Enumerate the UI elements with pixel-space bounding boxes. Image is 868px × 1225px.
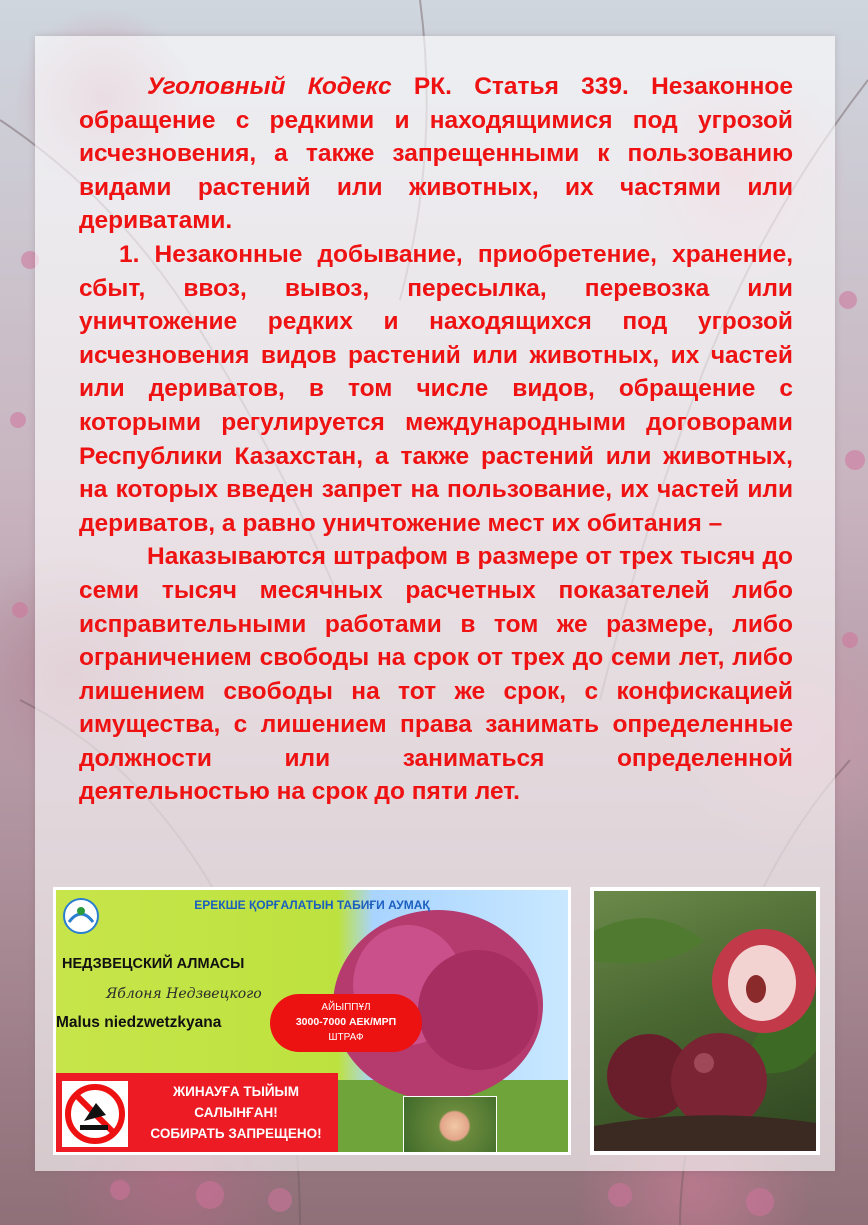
code-title: Уголовный Кодекс <box>147 73 392 100</box>
article-heading-rest: РК. Статья 339. Незаконное обращение с редкими и находящимися под угрозой исчезновения, а также запрещенными к пользованию видами растений или животных, их частями или дериватами. <box>79 73 793 235</box>
fine-label-kz: АЙЫППҰЛ <box>321 1002 371 1013</box>
article-paragraph-1: 1. Незаконные добывание, приобретение, хранение, сбыт, ввоз, вывоз, пересылка, перевозка или уничтожение редких и находящихся под угрозой исчезновения видов растений или животных, их частей или дериватов, в том числе видов, обращение с которыми регулируется международными договорами Республики Казахстан, а также растений или животных, на которых введен запрет на пользование, их частей или дериватов, а равно уничтожение мест их обитания – <box>79 240 793 537</box>
article-paragraph-2: Наказываются штрафом в размере от трех тысяч до семи тысяч месячных расчетных показателей либо исправительными работами в том же размере, либо ограничением свободы на срок от трех до семи лет, либо лишением свободы на тот же срок, с конфискацией имущества, с лишением права занимать определенные должности или заниматься определенной деятельностью на срок до пяти лет. <box>79 543 793 806</box>
protected-species-banner <box>53 887 571 1155</box>
prohibit-line-2: САЛЫНҒАН! <box>194 1105 278 1120</box>
article-heading <box>79 70 793 238</box>
species-name-latin: Malus niedzwetzkyana <box>56 1014 222 1031</box>
no-picking-icon <box>62 1081 128 1147</box>
apple-inset-image <box>403 1096 497 1155</box>
species-name-kz: НЕДЗВЕЦСКИЙ АЛМАСЫ <box>62 956 245 972</box>
article-text <box>79 70 793 809</box>
fine-amount: 3000-7000 АЕК/МРП <box>295 1016 397 1028</box>
species-name-ru: Яблоня Недзвецкого <box>106 986 262 1002</box>
red-apples-image <box>594 891 816 1151</box>
fine-label-ru: ШТРАФ <box>328 1032 364 1043</box>
banner-top-label: ЕРЕКШЕ ҚОРҒАЛАТЫН ТАБИҒИ АУМАҚ <box>194 898 430 912</box>
prohibition-notice <box>56 1073 338 1155</box>
apple-photo <box>590 887 820 1155</box>
prohibition-text <box>136 1081 336 1144</box>
fine-badge <box>270 994 422 1052</box>
prohibit-line-1: ЖИНАУҒА ТЫЙЫМ <box>172 1084 300 1099</box>
prohibit-line-3: СОБИРАТЬ ЗАПРЕЩЕНО! <box>150 1126 322 1141</box>
